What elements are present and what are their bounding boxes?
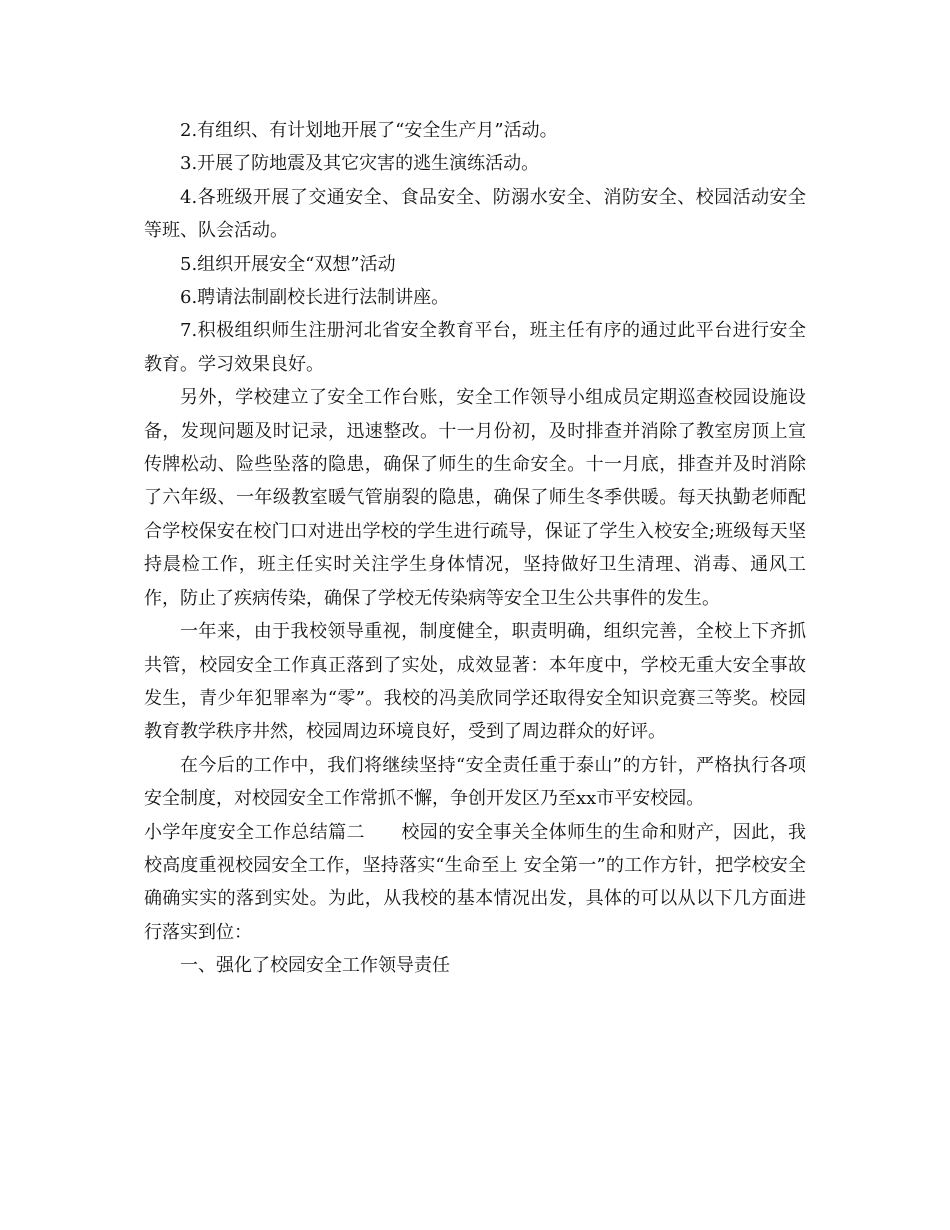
paragraph-safety-records: 另外，学校建立了安全工作台账，安全工作领导小组成员定期巡查校园设施设备，发现问题及时记录，迅速整改。十一月份初，及时排查并消除了教室房顶上宣传牌松动、险些坠落的隐患，确保了师生的生命安全。十一月底，排查并及时消除了六年级、一年级教室暖气管崩裂的隐患，确保了师生冬季供暖。每天执勤老师配合学校保安在校门口对进出学校的学生进行疏导，保证了学生入校安全;班级每天坚持晨检工作，班主任实时关注学生身体情况，坚持做好卫生清理、消毒、通风工作，防止了疾病传染，确保了学校无传染病等安全卫生公共事件的发生。 bbox=[144, 387, 806, 609]
section-two-paragraph bbox=[144, 816, 806, 950]
paragraph-item-2: 2.有组织、有计划地开展了“安全生产月”活动。 bbox=[180, 120, 558, 141]
paragraph-year-summary: 一年来，由于我校领导重视，制度健全，职责明确，组织完善，全校上下齐抓共管，校园安全工作真正落到了实处，成效显著：本年度中，学校无重大安全事故发生，青少年犯罪率为“零”。我校的冯美欣同学还取得安全知识竞赛三等奖。校园教育教学秩序井然，校园周边环境良好，受到了周边群众的好评。 bbox=[144, 621, 806, 743]
paragraph-item-6: 6.聘请法制副校长进行法制讲座。 bbox=[180, 287, 450, 309]
section-intro: 校园的安全事关全体师生的生命和财产，因此，我校高度重视校园安全工作，坚持落实“生命至上 安全第一”的工作方针，把学校安全确确实实的落到实处。为此，从我校的基本情况出发，具体的可以从以下几方面进行落实到位： bbox=[144, 821, 807, 943]
paragraph-item-3: 3.开展了防地震及其它灾害的逃生演练活动。 bbox=[180, 153, 540, 175]
subheading-leadership: 一、强化了校园安全工作领导责任 bbox=[180, 955, 450, 977]
paragraph-item-5: 5.组织开展安全“双想”活动 bbox=[180, 253, 396, 275]
section-title: 小学年度安全工作总结篇二 bbox=[144, 821, 365, 843]
paragraph-future-work: 在今后的工作中，我们将继续坚持“安全责任重于泰山”的方针，严格执行各项安全制度，对校园安全工作常抓不懈，争创开发区乃至xx市平安校园。 bbox=[144, 754, 806, 810]
paragraph-item-7: 7.积极组织师生注册河北省安全教育平台，班主任有序的通过此平台进行安全教育。学习效果良好。 bbox=[144, 320, 806, 375]
document-page bbox=[144, 114, 806, 983]
paragraph-item-4: 4.各班级开展了交通安全、食品安全、防溺水安全、消防安全、校园活动安全等班、队会活动。 bbox=[144, 186, 806, 242]
